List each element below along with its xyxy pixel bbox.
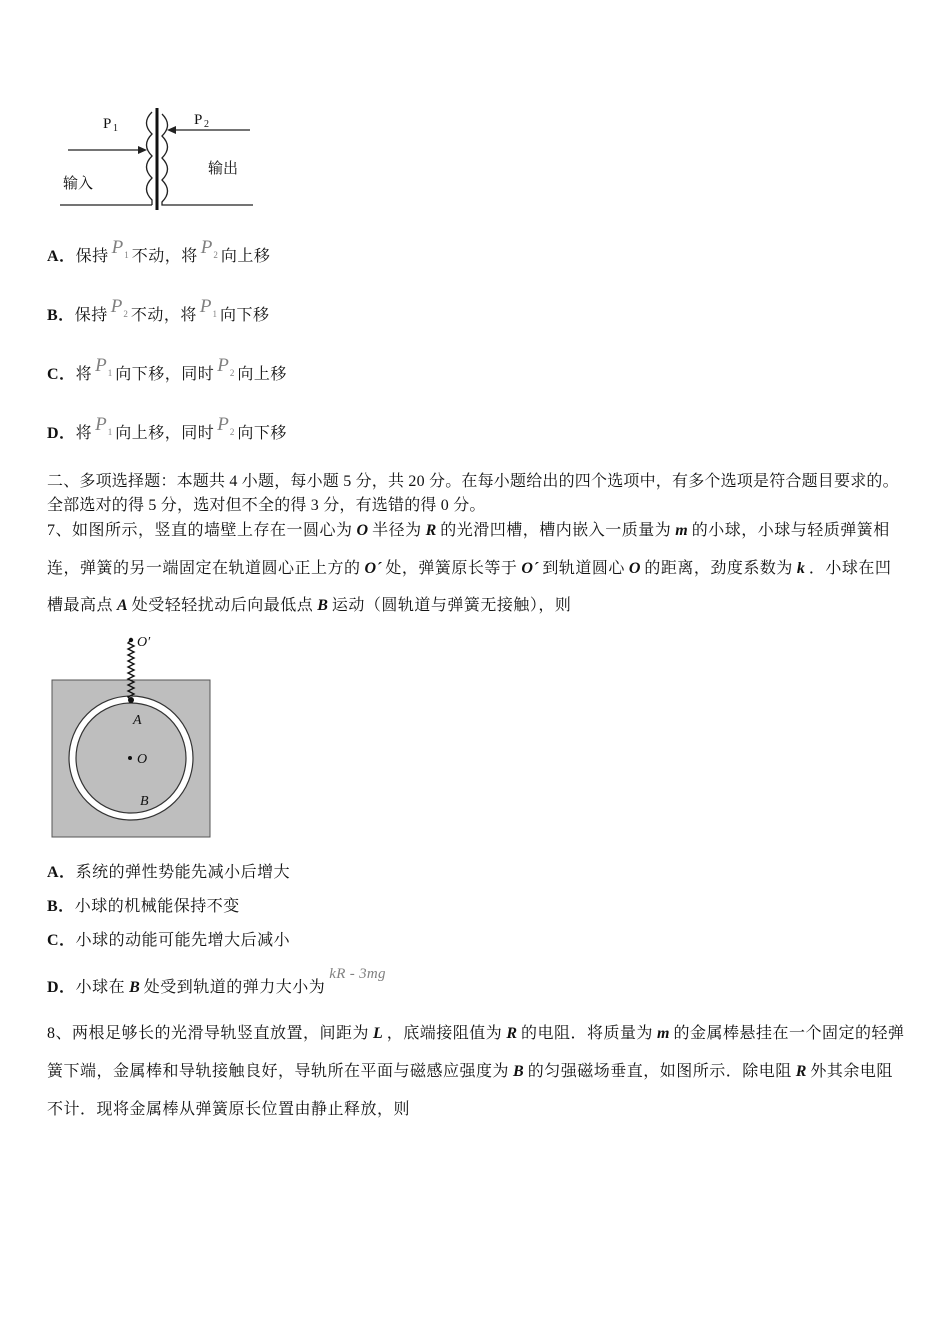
option-label: C． xyxy=(47,366,76,383)
var-a: A xyxy=(117,597,128,614)
var-o: O xyxy=(356,522,369,539)
q7-stem-line-2 xyxy=(47,559,891,579)
q8-stem-line-3 xyxy=(47,1100,410,1120)
q6-option-c xyxy=(47,355,287,385)
option-text: 向上移 xyxy=(220,248,271,265)
math-base: P xyxy=(95,355,107,376)
stem-text: 处受轻轻扰动后向最低点 xyxy=(131,597,314,614)
q7-option-a xyxy=(47,863,290,883)
option-text: 向上移，同时 xyxy=(115,425,215,442)
math-p xyxy=(95,356,112,376)
label-o-prime: O′ xyxy=(137,635,151,650)
stem-text: 的电阻．将质量为 xyxy=(520,1025,653,1042)
var-r: R xyxy=(795,1063,807,1080)
option-text: 小球的机械能保持不变 xyxy=(74,898,240,915)
label-a: A xyxy=(133,713,142,728)
q7-stem-line-3 xyxy=(47,596,571,616)
label-o: O xyxy=(137,752,148,767)
q7-option-c xyxy=(47,931,290,951)
math-base: P xyxy=(200,237,213,258)
p2-subscript: 2 xyxy=(204,119,209,130)
option-text: 将 xyxy=(75,425,93,442)
stem-text: 不计．现将金属棒从弹簧原长位置由静止释放，则 xyxy=(47,1101,411,1118)
stem-text: 的光滑凹槽，槽内嵌入一质量为 xyxy=(440,522,672,539)
option-text: 将 xyxy=(75,366,93,383)
stem-text: 连，弹簧的另一端固定在轨道圆心正上方的 xyxy=(47,560,361,577)
center-dot xyxy=(128,756,132,760)
section-header-line-1 xyxy=(47,472,899,492)
p1-label: P xyxy=(103,116,112,132)
option-text: 系统的弹性势能先减小后增大 xyxy=(75,864,291,881)
math-p xyxy=(217,356,234,376)
option-text: 小球在 xyxy=(75,979,126,996)
q6-option-d xyxy=(47,414,287,444)
math-base: P xyxy=(95,414,107,435)
option-text: 向下移，同时 xyxy=(115,366,215,383)
var-o: O xyxy=(628,560,641,577)
stem-text: 到轨道圆心 xyxy=(542,560,625,577)
math-p xyxy=(217,415,234,435)
math-sub: 1 xyxy=(107,427,113,437)
p1-subscript: 1 xyxy=(113,123,118,134)
math-p xyxy=(200,297,217,317)
var-b: B xyxy=(129,979,140,996)
var-m: m xyxy=(675,522,688,539)
ball xyxy=(128,697,134,703)
math-base: P xyxy=(111,237,124,258)
option-text: 小球的动能可能先增大后减小 xyxy=(75,932,291,949)
option-text: 向下移 xyxy=(219,307,270,324)
stem-text: 的距离，劲度系数为 xyxy=(644,560,793,577)
option-label: C． xyxy=(47,932,76,949)
stem-text: 运动（圆轨道与弹簧无接触），则 xyxy=(331,597,572,614)
stem-text: 7、如图所示，竖直的墙壁上存在一圆心为 xyxy=(47,522,353,539)
var-b: B xyxy=(513,1063,524,1080)
option-text: 向上移 xyxy=(237,366,287,383)
stem-text: ，底端接阻值为 xyxy=(386,1025,503,1042)
math-p xyxy=(111,297,128,317)
stem-text: 半径为 xyxy=(372,522,422,539)
stem-text: 槽最高点 xyxy=(47,597,114,614)
math-p xyxy=(201,238,218,258)
option-label: A． xyxy=(47,864,76,881)
math-sub: 2 xyxy=(229,368,235,378)
transformer-diagram xyxy=(55,100,260,215)
q6-option-a xyxy=(47,237,271,267)
math-sub: 2 xyxy=(123,309,128,319)
var-l: L xyxy=(373,1025,383,1042)
stem-text: 8、两根足够长的光滑导轨竖直放置，间距为 xyxy=(47,1025,370,1042)
stem-text: 的金属棒悬挂在一个固定的轻弹 xyxy=(673,1025,905,1042)
option-text: 处受到轨道的弹力大小为 xyxy=(143,979,326,996)
math-base: P xyxy=(217,355,229,376)
section-header-text: 二、多项选择题：本题共 4 小题，每小题 5 分，共 20 分。在每小题给出的四个选项中，有多个选项是符合题目要求的。 xyxy=(47,473,899,490)
input-label: 输入 xyxy=(63,176,94,192)
var-b: B xyxy=(317,597,328,614)
var-r: R xyxy=(425,522,437,539)
stem-text: ．小球在凹 xyxy=(808,560,892,577)
section-header-text: 全部选对的得 5 分，选对但不全的得 3 分，有选错的得 0 分。 xyxy=(47,497,486,514)
spring-anchor-dot xyxy=(129,638,133,642)
q6-option-b xyxy=(47,296,270,326)
p2-label: P xyxy=(194,112,203,128)
input-slider-arrow-icon xyxy=(138,146,147,154)
math-sub: 1 xyxy=(107,368,113,378)
math-base: P xyxy=(199,296,212,317)
label-b: B xyxy=(140,794,149,809)
math-p xyxy=(112,238,129,258)
stem-text: 的小球，小球与轻质弹簧相 xyxy=(691,522,890,539)
q7-option-d xyxy=(47,966,386,998)
var-o-prime: O´ xyxy=(521,560,539,577)
option-text: 向下移 xyxy=(237,425,287,442)
primary-coil xyxy=(147,112,153,205)
option-text: 不动，将 xyxy=(131,248,198,265)
option-label: A． xyxy=(47,248,76,265)
output-label: 输出 xyxy=(208,161,239,177)
q8-stem-line-1 xyxy=(47,1024,904,1044)
var-r: R xyxy=(506,1025,517,1042)
section-header-line-2 xyxy=(47,496,486,516)
option-label: B． xyxy=(47,898,75,915)
stem-text: 外其余电阻 xyxy=(810,1063,893,1080)
math-sub: 1 xyxy=(212,309,217,319)
math-base: P xyxy=(217,414,229,435)
stem-text: 的匀强磁场垂直，如图所示．除电阻 xyxy=(527,1063,792,1080)
math-sub: 1 xyxy=(124,250,129,260)
q7-stem-line-1 xyxy=(47,521,890,541)
math-p xyxy=(95,415,112,435)
circular-groove-diagram xyxy=(45,630,220,842)
var-k: k xyxy=(796,560,805,577)
var-o-prime: O´ xyxy=(364,560,382,577)
option-text: 保持 xyxy=(74,307,108,324)
stem-text: 处，弹簧原长等于 xyxy=(385,560,518,577)
math-sub: 2 xyxy=(213,250,218,260)
var-m: m xyxy=(657,1025,670,1042)
option-text: 不动，将 xyxy=(130,307,197,324)
option-text: 保持 xyxy=(75,248,109,265)
q7-option-b xyxy=(47,897,240,917)
option-label: D． xyxy=(47,425,76,442)
option-label: D． xyxy=(47,979,76,996)
math-base: P xyxy=(110,296,123,317)
q8-stem-line-2 xyxy=(47,1062,893,1082)
math-expression: kR - 3mg xyxy=(329,966,386,982)
stem-text: 簧下端，金属棒和导轨接触良好，导轨所在平面与磁感应强度为 xyxy=(47,1063,510,1080)
output-slider-arrow-icon xyxy=(167,126,176,134)
option-label: B． xyxy=(47,307,75,324)
math-sub: 2 xyxy=(229,427,235,437)
